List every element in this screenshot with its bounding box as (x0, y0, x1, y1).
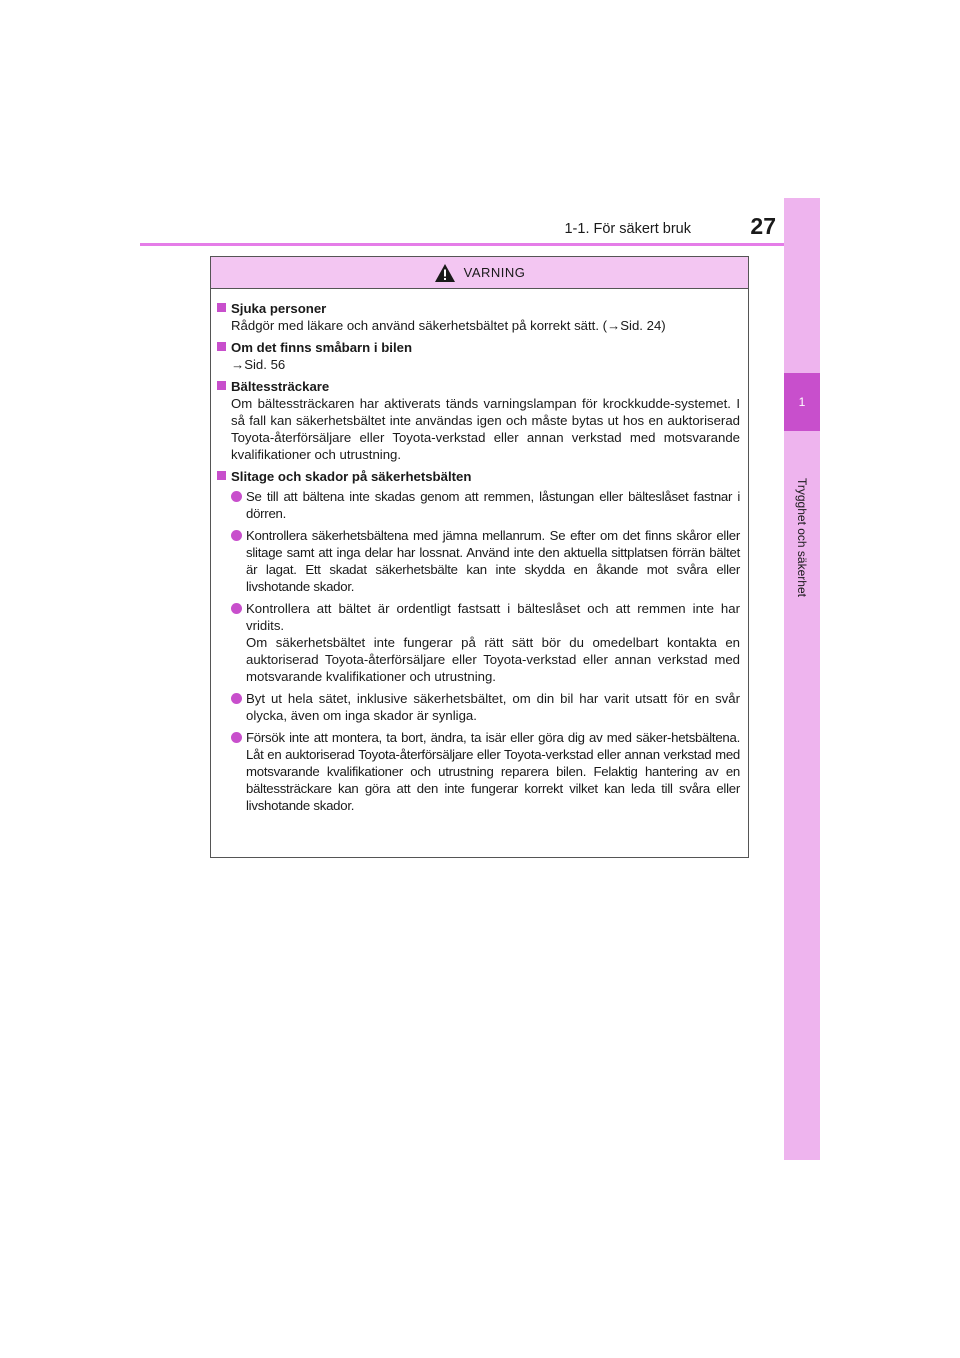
page-reference: Sid. 56 (244, 357, 286, 372)
list-item (217, 729, 740, 814)
section-text: Rådgör med läkare och använd säkerhetsbältet på korrekt sätt. ( (231, 318, 608, 333)
page-reference: Sid. 24) (620, 318, 666, 333)
chapter-side-tab (784, 198, 820, 1160)
section-heading: Slitage och skador på säkerhetsbälten (231, 469, 472, 484)
round-bullet-icon (231, 732, 242, 743)
round-bullet-icon (231, 530, 242, 541)
section-belt-pretensioner (217, 378, 740, 463)
square-bullet-icon (217, 471, 226, 480)
chapter-number-tab: 1 (784, 373, 820, 431)
list-item (217, 690, 740, 724)
list-item (217, 600, 740, 685)
bullet-text: Försök inte att montera, ta bort, ändra, ta isär eller göra dig av med säker-hetsbältena. Låt en auktoriserad Toyota-återförsäljare eller Toyota-verkstad eller annan verkstad med motsvarande kvalifikationer och utrustning reparera bilen. Felaktig hantering av en bältessträckare kan göra att den inte fungerar korrekt vilket kan leda till svåra eller livshotande skador. (246, 730, 740, 813)
warning-header (211, 257, 748, 289)
list-item (217, 488, 740, 522)
arrow-right-icon: → (231, 357, 245, 372)
warning-title: VARNING (463, 265, 526, 280)
list-item (217, 527, 740, 595)
section-text: Om bältessträckaren har aktiverats tänds varningslampan för krockkudde-systemet. I så fall kan säkerhetsbältet inte användas igen och måste bytas ut hos en auktoriserad Toyota-återförsäljare eller Toyota-verkstad eller annan verkstad med motsvarande kvalifikationer och utrustning. (231, 396, 740, 462)
section-heading: Bältessträckare (231, 379, 330, 394)
section-belt-wear (217, 468, 740, 814)
square-bullet-icon (217, 342, 226, 351)
bullet-text: Om säkerhetsbältet inte fungerar på rätt sätt bör du omedelbart kontakta en auktoriserad Toyota-återförsäljare eller Toyota-verkstad eller annan verkstad med motsvarande kvalifikationer och utrustning. (246, 635, 740, 684)
bullet-text: Se till att bältena inte skadas genom att remmen, låstungan eller bälteslåset fastnar i dörren. (246, 489, 740, 521)
round-bullet-icon (231, 491, 242, 502)
bullet-text: Byt ut hela sätet, inklusive säkerhetsbältet, om din bil har varit utsatt för en svår olycka, även om inga skador är synliga. (246, 691, 740, 723)
section-sick-persons (217, 300, 740, 334)
bullet-text: Kontrollera att bältet är ordentligt fastsatt i bälteslåset och att remmen inte har vridits. (246, 601, 740, 633)
section-heading: Om det finns småbarn i bilen (231, 340, 412, 355)
round-bullet-icon (231, 693, 242, 704)
square-bullet-icon (217, 381, 226, 390)
chapter-title: Trygghet och säkerhet (795, 478, 809, 597)
page-number: 27 (750, 213, 776, 239)
warning-body (211, 289, 748, 814)
bullet-text: Kontrollera säkerhetsbältena med jämna mellanrum. Se efter om det finns skåror eller slitage samt att inga delar har lossnat. Använd inte den aktuella sittplatsen förrän bältet är lagat. Ett skadat säkerhetsbälte kan inte skydda en åkande mot svåra eller livshotande skador. (246, 528, 740, 594)
warning-triangle-icon (434, 263, 456, 283)
header-rule (140, 243, 820, 246)
square-bullet-icon (217, 303, 226, 312)
warning-box (210, 256, 749, 858)
section-heading: Sjuka personer (231, 301, 327, 316)
round-bullet-icon (231, 603, 242, 614)
arrow-right-icon: → (607, 318, 621, 333)
section-small-children (217, 339, 740, 373)
section-title: 1-1. För säkert bruk (564, 221, 691, 237)
